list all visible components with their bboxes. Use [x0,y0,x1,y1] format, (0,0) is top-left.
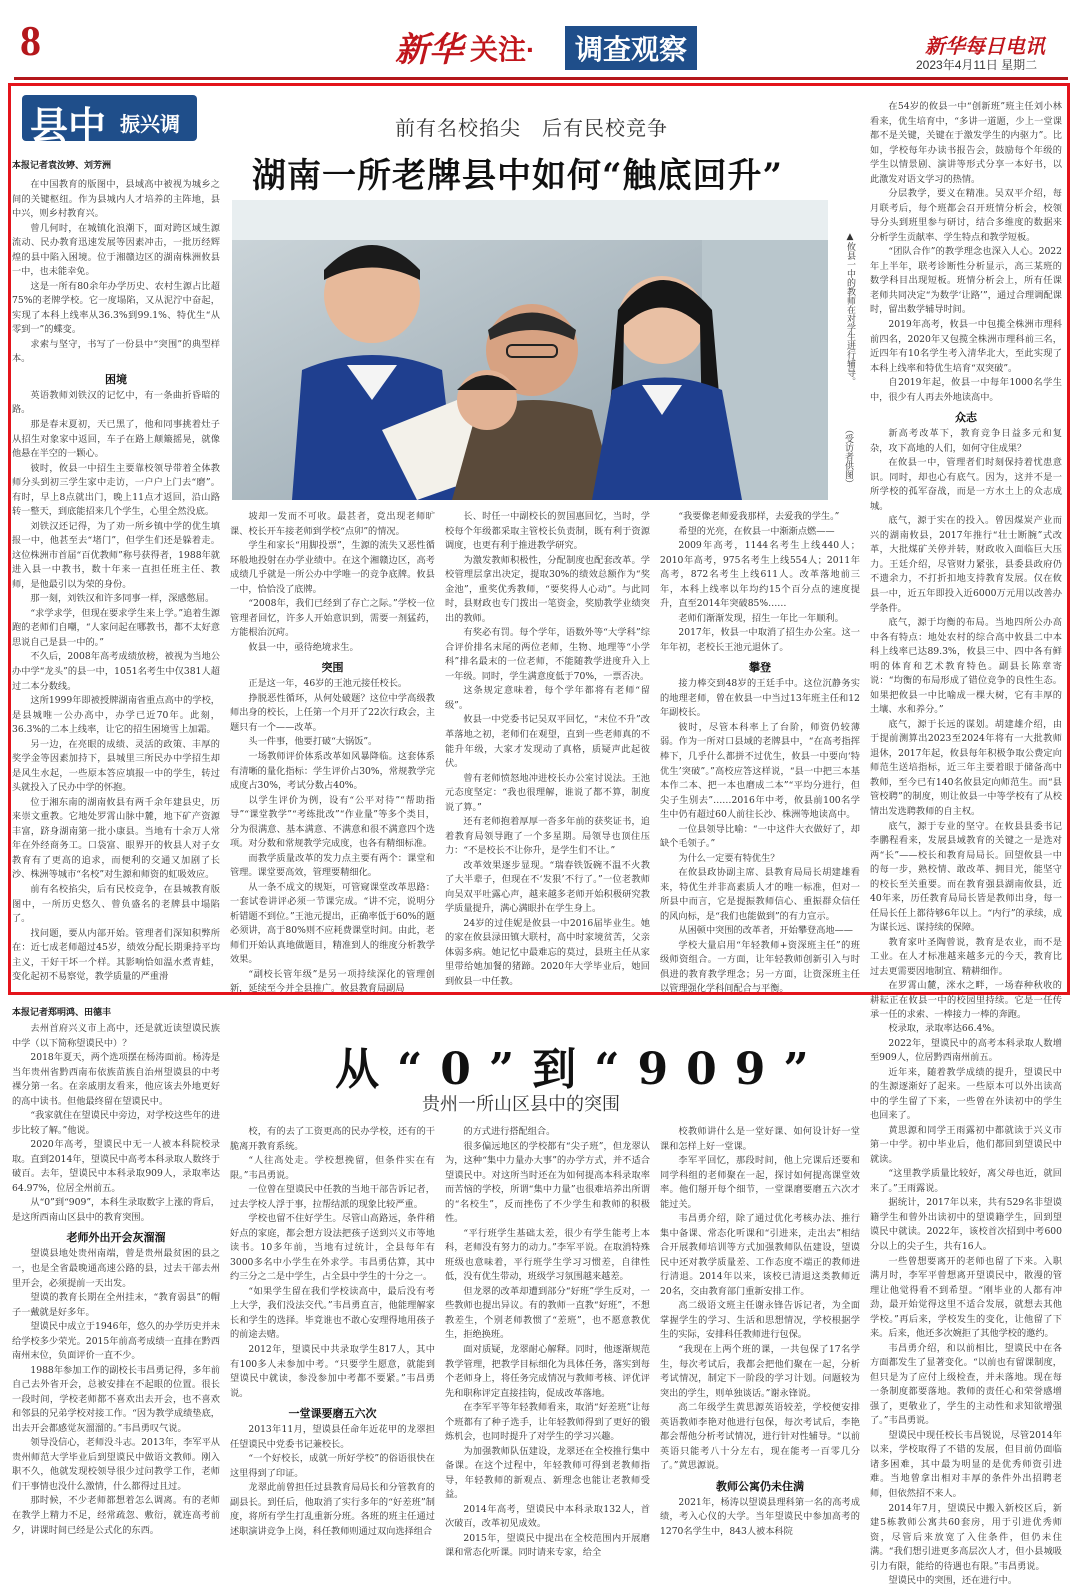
section-subtitle: 调查观察 [565,26,697,70]
paragraph: “求学求学，但现在要求学生来上学。”追着生源跑的老师们自嘲，“人家问起在哪教书，都不太好意思说自己是县一中的。” [12,607,220,648]
paragraph: “副校长管年级”是另一项持续深化的管理创新，延续至今并全县推广。攸县教育局副局 [230,968,435,995]
paragraph: 这条规定意味着，每个学年都将有老师“留级”。 [445,685,650,711]
story2-column-2 [230,1125,435,1557]
paragraph: 李军平回忆，那段时间，他上完课后还要和同学科组的老师聚在一起，探讨如何提高课堂效率。他们掰开每个细节，一堂课磨要磨五六次才能过关。 [660,1155,860,1210]
paragraph: 攸县一中党委书记吴双平回忆，“末位不升”改革落地之初，老师们在观望，直到一些老师真的不能升年级，大家才发现动了真格，质疑声此起彼伏。 [445,714,650,770]
paragraph: 高二级语文班主任谢永锋告诉记者，为全面掌握学生的学习、生活和思想情况，学校根据学生的实际，安排科任教师进行包保。 [660,1300,860,1341]
paragraph: 近年来，随着教学成绩的提升，望谟民中的生源逐渐好了起来。一些原本可以外出读高中的学生留了下来，一些曾在外读初中的学生也回来了。 [870,1066,1062,1122]
paragraph: 那一刻，刘铁汉和许多同事一样，深感憋屈。 [30,593,215,605]
paragraph: 校录取，录取率达66.4%。 [888,1023,1001,1034]
paragraph: 前有名校掐尖，后有民校竞争，在县城教育版图中，一所历史悠久、曾负盛名的老牌县中塌陷了。 [12,883,220,925]
paragraph: 底气，源于专业的坚守。在攸县县委书记李鹏程看来，发展县域教育的关键之一是选对两“长”——校长和教育局局长。回望攸县一中的每一步，熟校情、敢改革、拥目光，能坚守的校长至关重要。而在教育强县湖南攸县，近40年来，历任教育局局长皆是教师出身，每一任局长任上都待够6年以上。“内行”的承续，成为谋长远、谋持续的保障。 [870,820,1062,934]
story2-kicker: 贵州一所山区县中的突围 [422,1094,620,1115]
paragraph: 望谟民中现任校长韦昌锐说，尽管2014年以来，学校取得了不错的发展，但目前仍面临诸多困难，其中最为明显的是优秀师资引进难。当地曾拿出相对丰厚的条件外出招聘老师，但依然招不来人。 [870,1429,1062,1499]
column-paragraphs [445,1125,650,1561]
paragraph: 2017年，攸县一中取消了招生办公室。这一年年初，老校长王池元退休了。 [660,627,860,653]
column-paragraphs [12,1247,220,1538]
paragraph: 24岁的过佳妮是攸县一中2016届毕业生。她的家在攸县渌田镇大联村，高中时家境贫苦，父亲体弱多病。她记忆中最难忘的莫过，县班主任从家里带给她加餐的猪蹄。2020年大学毕业后，她回到攸县一中任教。 [445,917,650,987]
paragraph: 望谟的教育长期在全州挂末，“教育弱县”的帽子一戴就是好多年。 [12,1292,220,1318]
badge-sub: 振兴调查 [120,114,180,165]
section-title: 关注· [470,34,536,65]
paper-name: 新华每日电讯 [925,36,1045,58]
column-paragraphs [230,1423,435,1539]
paragraph: 2013年11月，望谟县任命年近花甲的龙翠担任望谟民中党委书记兼校长。 [230,1424,435,1450]
paragraph: 教育家叶圣陶曾说，教育是农业，而不是工业。在人才标准越来越多元的今天，教育比过去更需要因地制宜、精耕细作。 [870,936,1062,977]
paragraph: 曾几何时，在城镇化浪潮下，面对跨区域生源流动、民办教育迅速发展等因素冲击，一批历经辉煌的县中陷入困境。位于湘赣边区的湖南株洲攸县一中，也未能幸免。 [12,222,220,278]
paragraph: 这是一所有80余年办学历史、农村生源占比超75%的老牌学校。它一度塌陷，又从泥泞中奋起，实现了本科上线率从36.3%到99.1%、特优生“从零到一”的蝶变。 [12,280,220,336]
story1-kicker: 前有名校掐尖 后有民校竞争 [395,116,668,140]
column-paragraphs [870,427,1062,1023]
paragraph: 2014年7月，望谟民中搬入新校区后，新建5栋教师公寓共60套房，用于引进优秀师资，尽管后来放宽了入住条件，但仍未住满。“我们想引进更多高层次人才，但小县城吸引力有限，能给的待遇也有限。”韦昌勇说。 [870,1502,1062,1572]
paragraph: 黄思源和同学王雨露初中都就读于兴义市第一中学。初中毕业后，他们都回到望谟民中就读。 [870,1124,1062,1165]
section-heading: 教师公寓仍未住满 [716,1479,804,1493]
paragraph: 学生和家长“用脚投票”，生源的流失又恶性循环般地投射在办学业绩中。在这个湘赣边区，高考成绩几乎就是一所公办中学唯一的竞争底牌。攸县一中，恰恰没了底牌。 [230,540,435,595]
paragraph: “我家就住在望谟民中旁边，对学校这些年的进步比较了解。”他说。 [12,1110,220,1136]
story2-column-4 [660,1125,860,1557]
paragraph: 去州首府兴义市上高中，还是就近读望谟民族中学（以下简称望谟民中）？ [12,1023,220,1049]
paragraph: 这所1999年即被授牌湖南省重点高中的学校，是县城唯一公办高中，办学已近70年。此刻，36.3%的二本上线率，让它的招生困境雪上加霜。 [12,695,220,736]
paragraph: 为加强教师队伍建设，龙翠还在全校推行集中备课。在这个过程中，年轻教师可得到老教师指导，年轻教师的新观点、新理念也能让老教师受益。 [445,1445,650,1501]
paragraph: “2008年，我们已经到了存亡之际。”学校一位管理者回忆，许多人开始意识到，需要一剂猛药，方能根治沉疴。 [230,598,435,639]
story2-column-5 [870,1022,1062,1587]
paragraph: 求索与坚守，书写了一份县中“突围”的典型样本。 [12,338,220,365]
paragraph: “平行班学生基础太差，很少有学生能考上本科，老师没有努力的动力。”李军平说。在取消特殊班级也意味着，平行班学生学习习惯差，自律性低，没有优生带动，班级学习氛围越来越差。 [445,1227,650,1283]
paragraph: 为什么一定要有特优生？ [678,852,780,864]
paragraph: 还有老师抱着厚厚一沓多年前的获奖证书，追着教育局领导跑了一个多星期。局领导也顶住压力：“不是校长不让你升，是学生们不让。” [445,816,650,857]
paragraph: 2019年高考，攸县一中包揽全株洲市理科前四名，2020年又包揽全株洲市理科前三名，近四年有10名学生考入清华北大，至此实现了本科上线率和特优生培育“双突破”。 [870,318,1062,374]
paragraph: 彼时，尽管本科率上了台阶，师资仍较薄弱。作为一所对口县域的老牌县中，“在高考指挥棒下，几乎什么都拼不过优生，攸县一中要向‘特优生’突破”。”高校应答这样说，“县一中把三本基本作二本、把一本也磨成二本”“平均分进行，但尖子生别去”……2016年中考，攸县前100名学生中仍有超过60人前往长沙、株洲等地读高中。 [660,721,860,821]
column-paragraphs [230,510,435,655]
column-paragraphs [12,178,220,367]
badge-main: 县中 [30,106,107,148]
column-paragraphs [12,1022,220,1225]
paragraph: 坡却一发而不可收。最甚者，竟出现老师旷课、校长开车接老师到学校“点卯”的情况。 [230,511,435,537]
story2-column-1 [12,1022,220,1557]
paragraph: 头一件事，他要打破“大锅饭”。 [248,736,378,748]
page-number: 8 [20,19,41,65]
paragraph: 改革效果逐步显现。“瑞春铁饭碗不温不火教了大半辈子，但现在不‘发狠’不行了。”一位老教师向吴双平吐露心声，越来越多老师开始积极研究教学质量提升，满心满眼扑在学生身上。 [445,859,650,915]
paragraph: “一个好校长，成就一所好学校”的俗语很快在这里得到了印证。 [230,1453,435,1479]
photo-caption: ▲攸县一中的教师在对学生进行辅导。 [845,232,855,386]
paragraph: 龙翠此前曾担任过县教育局局长和分管教育的副县长。到任后，他取消了实行多年的“好差班”制度，将所有学生打乱重新分班。各班的班主任通过述职演讲竞争上岗，科任教师则通过双向选择组合 [230,1482,435,1537]
column-paragraphs [660,510,860,655]
story1-photo [232,200,828,500]
paragraph: 彼时，攸县一中招生主要靠校领导带着全体教师分头到初三学生家中走访，一户户上门去“磨”。有时，早上8点就出门，晚上11点才返回，沿山路转一整天，到底能招来几个学生，心里全然没底。 [12,462,220,518]
paragraph: 望谟民中成立于1946年，悠久的办学历史并未给学校多少荣光。2015年前高考成绩一直排在黔西南州末位，负面评价一直不少。 [12,1321,220,1362]
paragraph: 很多偏远地区的学校都有“尖子班”，但龙翠认为，这种“集中力量办大事”的办学方式，并不适合望谟民中。对这所当时还在为如何提高本科录取率而苦恼的学校，所谓“集中力量”也很难培养出所谓的“名校生”，反而挫伤了不少学生和教师的积极性。 [445,1140,650,1225]
paragraph: 以学生评价为例，设有“公平对待”“帮助指导”“课堂教学”“考练批改”“作业量”等多个类目，分为很满意、基本满意、不满意和很不满意四个选项。对分数和常规教学完成度，也各有精细标准。 [230,794,435,850]
paragraph: 2022年，望谟民中的高考本科录取人数增至909人，位居黔西南州前五。 [870,1037,1062,1064]
paragraph: 底气，源于长远的谋划。胡建雄介绍，由于提前测算出2023至2024年将有一大批教师退休，2017年起，攸县每年积极争取公费定向师范生送培指标，近三年主要着眼于储备高中教师，至今已有140名攸县定向师范生。而“县管校聘”的制度，则让攸县一中等学校有了从校情出发选聘教师的自主权。 [870,718,1062,817]
xinhua-logo: 新华 [395,32,463,69]
paragraph: 2015年，望谟民中提出在全校范围内开展磨课和常态化听课。同时请来专家，给全 [445,1532,650,1559]
section-heading: 一堂课要磨五六次 [288,1407,377,1421]
paragraph: 2014年高考，望谟民中本科录取132人，首次破百，改革初见成效。 [445,1503,650,1530]
story2-byline: 本报记者郑明鸿、田德丰 [12,1008,112,1018]
paragraph: 校，有的去了工资更高的民办学校，还有的干脆离开教育系统。 [230,1126,435,1152]
column-paragraphs [445,510,650,990]
story2-column-3 [445,1125,650,1557]
paragraph: 学校也留不住好学生。尽管山高路远，条件稍好点的家庭，都会想方设法把孩子送到兴义市等地读书。10多年前，当地有过统计，全县每年有3000多名中小学生在外求学。韦昌勇估算，其中约三分之二是中学生，占全县中学生的十分之一。 [230,1213,435,1283]
paragraph: 望谟民中的突围，还在进行中。 [888,1575,1018,1587]
paragraph: 而教学质量改革的发力点主要有两个：课堂和管理。课堂要高效，管理要精细化。 [230,852,435,879]
paragraph: 2021年，杨涛以望谟县理科第一名的高考成绩，考入心仪的大学。当年望谟民中参加高考的1270名学生中，843人被本科院 [660,1496,860,1537]
paragraph: 底气，源于均衡的布局。当地四所公办高中各有特点：地处农村的综合高中攸县二中本科上线率已达89.3%，攸县三中、四中各有鲜明的体育和艺术教育特色。副县长陈章寄说：“均衡的布局形成了错位竞争的良性生态。如果把攸县一中比喻成一棵大树，它有丰厚的土壤、水和养分。” [870,617,1062,716]
paragraph: 2018年夏天，两个选项摆在杨涛面前。杨涛是当年贵州省黔西南布依族苗族自治州望谟县的中考裸分第一名。在亲戚朋友看来，他应该去外地更好的高中读书。但他最终留在望谟民中。 [12,1052,220,1107]
paragraph: 希望的光亮，在攸县一中渐渐点燃—— [678,525,835,537]
column-paragraphs [230,677,435,997]
story1-column-2 [230,510,435,995]
section-heading: 突围 [321,661,344,675]
paragraph: 为激发教师积极性，分配制度也配套改革。学校管理层拿出决定，提取30%的绩效总额作为“奖金池”，重奖优秀教师，“要奖得人心动”。与此同时，县财政也专门拨出一笔资金，奖励教学业绩突出的教师。 [445,554,650,624]
column-paragraphs [870,100,1062,405]
paragraph: 刘铁汉还记得，为了劝一所乡镇中学的优生填报一中，他甚至去“堵门”，但学生们还是躲着走。这位株洲市首届“百优教师”称号获得者，1988年就进入县一中教书，数十年来一直担任班主任、教师，是他最引以为荣的身份。 [12,520,220,590]
paragraph: 找问题，要从内部开始。管理者们深知积弊所在：近七成老师超过45岁，绩效分配长期秉持平均主义，干好干坏一个样。其影响恰如温水煮青蛙，变化起初不易察觉，教学质量的严重滑 [12,927,220,983]
column-paragraphs [660,1125,860,1474]
section-heading: 攀登 [749,661,771,675]
column-paragraphs [230,1125,435,1401]
paragraph: 在54岁的攸县一中“创新班”班主任刘小林看来，优生培育中，“多讲一道题，少上一堂课都不是关键，关键在于激发学生的内驱力”。比如，学校每年办读书报告会，鼓励每个年级的学生以情景剧、演讲等形式分享一本好书，以此激发对语文学习的热情。 [870,101,1062,185]
paragraph: 分层教学，要义在精准。吴双平介绍，每月联考后，每个班都会召开班情分析会，校领导分头到班里参与研讨，结合多维度的数据来分析学生贡献率、学生特点和教学短板。 [870,188,1062,243]
paragraph: 英语教师刘铁汉的记忆中，有一条曲折昏暗的路。 [12,389,220,416]
paragraph: 长、时任一中副校长的贺国惠回忆，当时，学校每个年级都采取主管校长负责制，既有利于资源调度，也更有利于推进教学研究。 [445,511,650,552]
story1-column-3 [445,510,650,986]
paragraph: 底气，源于实在的投入。曾因煤炭产业而兴的湖南攸县，2017年推行“壮士断腕”式改革，大批煤矿关停并转，财政收入面临巨大压力。王廷介绍，尽管财力紧张，县委县政府仍不遗余力，不打折扣地支持教育发展。仅在攸县一中，近五年即投入近6000万元用以改善办学条件。 [870,515,1062,614]
paragraph: 那是春末夏初，天已黑了，他和同事挑着灶子从招生对象家中返回，车子在路上颠簸摇晃，就像他悬在半空的一颗心。 [12,418,220,460]
paragraph: 从困顿中突围的改革者，开始攀登高地—— [678,925,853,937]
paragraph: 2009年高考，1144名考生上线440人；2010年高考，975名考生上线554人；2011年高考，872名考生上线611人。改革落地前三年，本科上线率以年均约15个百分点的速度提升，直至2014年突破85%…… [660,540,860,610]
paragraph: 望谟县地处贵州南端，曾是贵州最贫困的县之一，也是全省最晚通高速公路的县，过去干部去州里开会，必须提前一天出发。 [12,1248,220,1289]
paragraph: 在罗霄山麓，洣水之畔，一场春种秋收的耕耘正在攸县一中的校园里持续。它是一任传承一任的求索、一棒接力一棒的奔跑。 [870,980,1062,1021]
paragraph: 1988年参加工作的副校长韦昌勇记得，多年前自己去外省开会，总被安排在不起眼的位置。很长一段时间，学校老师都不喜欢出去开会，也不喜欢和邻县的兄弟学校对接工作。“因为教学成绩垫底，出去开会都感觉灰溜溜的。”韦昌勇叹气说。 [12,1364,220,1434]
photo-credit: （受访者供图） [843,425,853,488]
paragraph: 不久后，2008年高考成绩放榜，被视为当地公办中学“龙头”的县一中，1051名考生中仅381人超过二本分数线。 [12,651,220,692]
paragraph: 2012年，望谟民中共录取学生817人，其中有100多人未参加中考。“只要学生愿意，就能到望谟民中就读，参没参加中考都不要紧。”韦昌勇说。 [230,1343,435,1399]
paragraph: 那时候，不少老师都想着怎么调离。有的老师在教学上精力不足，经常疏忽、敷衍，就连高考前夕，讲课时间已经是公式化的东西。 [12,1495,220,1536]
paragraph: 面对质疑，龙翠耐心解释。同时，他逐渐规范教学管理，把教学目标细化为具体任务，落实到每个老师身上，将任务完成情况与教师考核、评优评先和职称评定直接挂钩，促成改革落地。 [445,1343,650,1399]
paragraph: 新高考改革下，教育竞争日益多元和复杂，攻下高地的人们，如何守住成果？ [870,428,1062,454]
column-badge [22,95,197,165]
paragraph: 韦昌勇介绍，和以前相比，望谟民中在各方面都发生了显著变化。“以前也有留课制度，但只是为了应付上级检查，并未落地。现在每一条制度都要落地。教师的责任心和荣誉感增强了，更敬业了，学生的主动性和求知欲增强了。”韦昌勇说。 [870,1342,1062,1427]
paragraph: 在攸县政协副主席、县教育局局长胡建雄看来，特优生并非高素质人才的唯一标准，但对一所县中而言，它是提振教师信心、重振群众信任的风向标，是“我们也能做到”的有力宣示。 [660,867,860,922]
story1-column-5 [870,100,1062,1021]
paragraph: 正是这一年，46岁的王池元接任校长。 [248,678,408,690]
column-paragraphs [12,389,220,985]
story2-headline: 从“0”到“909” [335,1044,827,1095]
paragraph: 但龙翠的改革却遭到部分“好班”学生反对，一些教师也提出异议。有的教师一直教“好班”，不想教差生，个别老师教惯了“差班”，也不愿意教优生，拒绝换班。 [445,1285,650,1341]
paragraph: 高二年级学生黄思源英语较差，学校便安排英语教师李艳对他进行包保，每次考试后，李艳都会帮他分析考试情况，进行针对性辅导。“以前英语只能考八十分左右，现在能考一百零几分了。”黄思源说。 [660,1402,860,1472]
header-rule [14,77,1068,80]
paragraph: 接力棒交到48岁的王廷手中。这位沉静务实的地理老师，曾在攸县一中当过13年班主任和12年副校长。 [660,678,860,719]
column-paragraphs [660,1496,860,1540]
paragraph: 一位县领导比喻：“一中这件大衣做好了，却缺个毛领子。” [660,823,860,850]
paragraph: 一场教师评价体系改革如风暴降临。这套体系有清晰的量化指标：学生评价占30%，常规教学完成度占30%，考试分数占40%。 [230,750,435,792]
paragraph: 在中国教育的版图中，县域高中被视为城乡之间的关键枢纽。作为县城内人才培养的主阵地，县中兴，则乡村教育兴。 [12,179,220,220]
column-paragraphs [870,1022,1062,1589]
paragraph: 从一条不成文的规矩，可管窥课堂改革思路：一套试卷讲评必须一节课完成。“讲不完，说明分析错题不到位。”王池元提出，正确率低于60%的题必须讲，高于80%则不应耗费课堂时间。由此，老师们开始认真地做题目，精准到人的维度分析教学效果。 [230,881,435,966]
paragraph: 据统计，2017年以来，共有529名非望谟籍学生和曾外出读初中的望谟籍学生，回到望谟民中就读。2022年，该校首次招到中考600分以上的尖子生，共有16人。 [870,1197,1062,1252]
paragraph: “团队合作”的教学理念也深入人心。2022年上半年，联考诊断性分析显示，高三某班的数学科目出现短板。班情分析会上，所有任课老师共同决定“为数学‘让路’”，通过合理调配课时，留出数学辅导时间。 [870,246,1062,316]
paragraph: 领导没信心，老师没斗志。2013年，李军平从贵州师范大学毕业后到望谟民中做语文教师。刚入职不久，他就发现校领导很少过问教学工作，老师们干事情也没什么激情，什么都得过且过。 [12,1437,220,1492]
story1-column-4 [660,510,860,995]
paragraph: 曾有老师愤怒地冲进校长办公室讨说法。王池元态度坚定：“我也很理解，谁说了都不算，制度说了算。” [445,772,650,813]
paragraph: “我现在上两个班的课，一共包保了17名学生，每次考试后，我都会把他们聚在一起，分析考试情况，制定下一阶段的学习计划。问题较为突出的学生，则单独谈话。”谢永锋说。 [660,1343,860,1399]
story1-headline: 湖南一所老牌县中如何“触底回升” [252,156,784,196]
paragraph: 在攸县一中，管理者们时刻保持着忧患意识。同时，却也心有底气。因为，这并不是一所学校的孤军奋战，而是一方水土上的众志成城。 [870,457,1062,512]
paragraph: 的方式进行搭配组合。 [463,1126,556,1137]
column-paragraphs [660,677,860,997]
paragraph: “如果学生留在我们学校读高中，最后没有考上大学，我们没法交代。”韦昌勇直言，他能理解家长和学生的选择。毕竟谁也不敢心安理得地用孩子的前途去赌。 [230,1285,435,1341]
paragraph: 位于湘东南的湖南攸县有两千余年建县史，历来崇文重教。它地处罗霄山脉中麓，地下矿产资源丰富，跻身湖南第一批小康县。当地有十余万人常年在外经商务工。口袋富、眼界开的攸县人对子女教育有了更高的追求，而便利的交通又加剧了长沙、株洲等城市“名校”对生源和师资的虹吸效应。 [12,796,220,881]
story1-column-1 [12,178,220,986]
issue-date: 2023年4月11日 星期二 [916,58,1038,72]
paragraph: 2020年高考，望谟民中无一人被本科院校录取。直到2014年，望谟民中高考本科录取人数终于破百。去年，望谟民中本科录取909人，录取率达64.97%，位居全州前五。 [12,1139,220,1194]
paragraph: “这里教学质量比较好，离父母也近，就回来了。”王雨露说。 [870,1168,1062,1194]
story1-byline: 本报记者袁汝婷、刘芳洲 [12,161,112,171]
paragraph: 挣脱恶性循环，从何处破题？这位中学高级教师出身的校长，上任第一个月开了22次行政会，主题只有一个——改革。 [230,692,435,733]
section-heading: 老师外出开会灰溜溜 [66,1231,166,1245]
paragraph: 有奖必有罚。每个学年，语数外等“大学科”综合评价排名末尾的两位老师，生物、地理等“小学科”排名最末的一位老师，不能随教学进度升入上一年级。同时，学生满意度低于70%，一票否决。 [445,627,650,682]
paragraph: 自2019年起，攸县一中每年1000名学生中，很少有人再去外地读高中。 [870,377,1062,403]
paragraph: 另一边，在亮眼的成绩、灵活的政策、丰厚的奖学金等因素加持下，县城里三所民办中学招生却是风生水起，一些原本答应填报一中的学生，转过头就投入了民办中学的怀抱。 [12,738,220,794]
paragraph: 一些曾想要离开的老师也留了下来。入职满月时，李军平曾想离开望谟民中，散漫的管理让他觉得看不到希望。“刚毕业的人都有冲劲，最开始觉得这里不适合发展，就想去其他学校。”再后来，学校发生的变化，让他留了下来。后来，他还多次婉拒了其他学校的邀约。 [870,1255,1062,1340]
paragraph: 从“0”到“909”，本科生录取数字上涨的背后，是这所西南山区县中的教育突围。 [12,1197,220,1223]
paragraph: “我要像老师爱我那样，去爱我的学生。” [678,511,840,522]
paragraph: 一位曾在望谟民中任教的当地干部告诉记者，过去学校人浮于事，拉帮结派的现象比较严重。 [230,1184,435,1210]
paragraph: 学校大量启用“年轻教师+资深班主任”的班级师资组合。一方面，让年轻教师创新引入与时俱进的教育教学理念；另一方面，让资深班主任以管理强化学科间配合与平衡。 [660,939,860,995]
paragraph: “人往高处走。学校想挽留，但条件实在有限。”韦昌勇说。 [230,1155,435,1181]
paragraph: 老师们渐渐发现，招生一年比一年顺利。 [678,612,844,624]
section-heading: 众志 [955,411,977,425]
section-heading: 困境 [105,372,127,386]
paragraph: 韦昌勇介绍，除了通过优化考核办法、推行集中备课、常态化听课和“引进来，走出去”相结合开展教师培训等方式加强教师队伍建设，望谟民中还对教学质量差、工作态度不端正的教师进行清退。2014年以来，该校已清退这类教师近20名，交由教育部门重新安排工作。 [660,1213,860,1297]
paragraph: 在李军平等年轻教师看来，取消“好差班”让每个班都有了种子选手，让年轻教师得到了更好的锻炼机会，也同时提升了对学生的学习兴趣。 [445,1402,650,1443]
paragraph: 校教师讲什么是一堂好课、如何设计好一堂课和怎样上好一堂课。 [660,1126,860,1152]
paragraph: 攸县一中，亟待绝境求生。 [248,641,359,653]
